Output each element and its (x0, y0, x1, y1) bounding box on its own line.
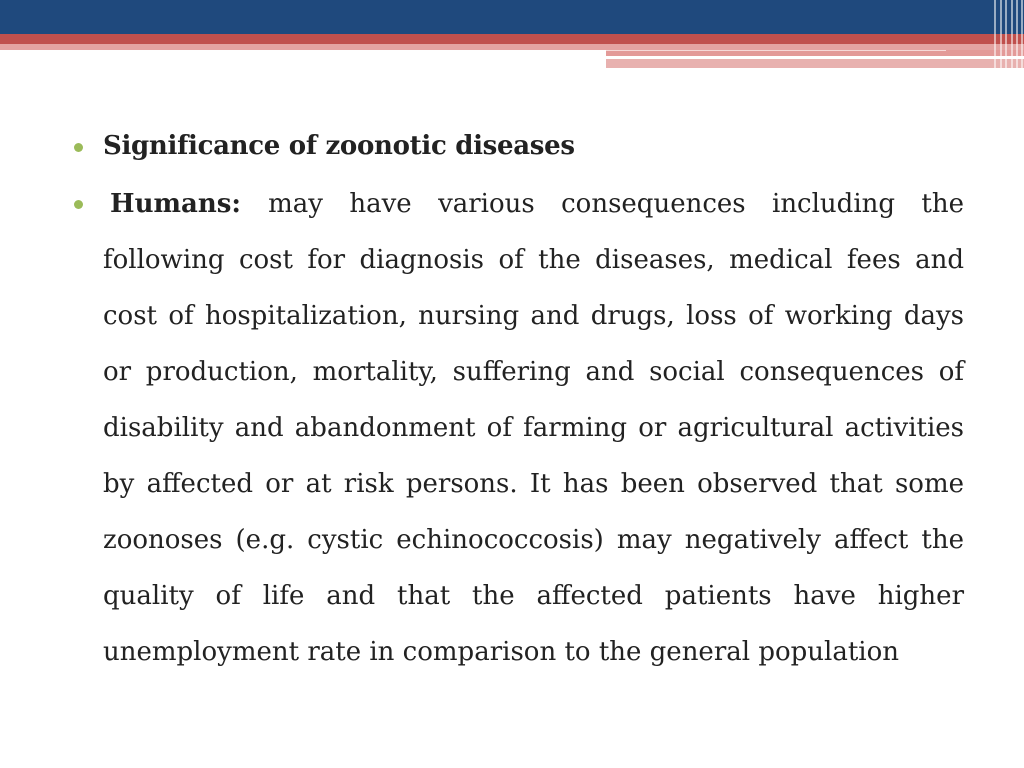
header-stripe (1016, 0, 1018, 68)
header-stripe (994, 0, 996, 68)
humans-body-text: may have various consequences including the following cost for diagnosis of the diseases, medical fees and cost of hospitalization, nursing and drugs, loss of working days or production, mortality, suffering and social consequences of disability and abandonment of farming or agricultural activities by affected or at risk persons. It has been observed that some zoonoses (e.g. cystic echinococcosis) may negatively affect the quality of life and that the affected patients have higher unemployment rate in comparison to the general population (103, 189, 964, 667)
header-band-red (0, 34, 1024, 44)
header-stripes (990, 0, 1024, 68)
header-stripe (1005, 0, 1007, 68)
slide-heading: Significance of zoonotic diseases (103, 131, 575, 161)
bullet-item (74, 124, 964, 168)
slide-content (74, 124, 964, 680)
bullet-dot-icon (74, 143, 83, 152)
header-stripe (1000, 0, 1002, 68)
header-stripe (1021, 0, 1023, 68)
bullet-dot-icon (74, 200, 83, 209)
header-stripe (1011, 0, 1013, 68)
bullet-item (74, 176, 964, 680)
humans-label: Humans: (110, 189, 269, 219)
header-band-highlight (606, 50, 946, 51)
header-band-accent-lower (606, 59, 1024, 68)
header-band-blue (0, 0, 1024, 34)
